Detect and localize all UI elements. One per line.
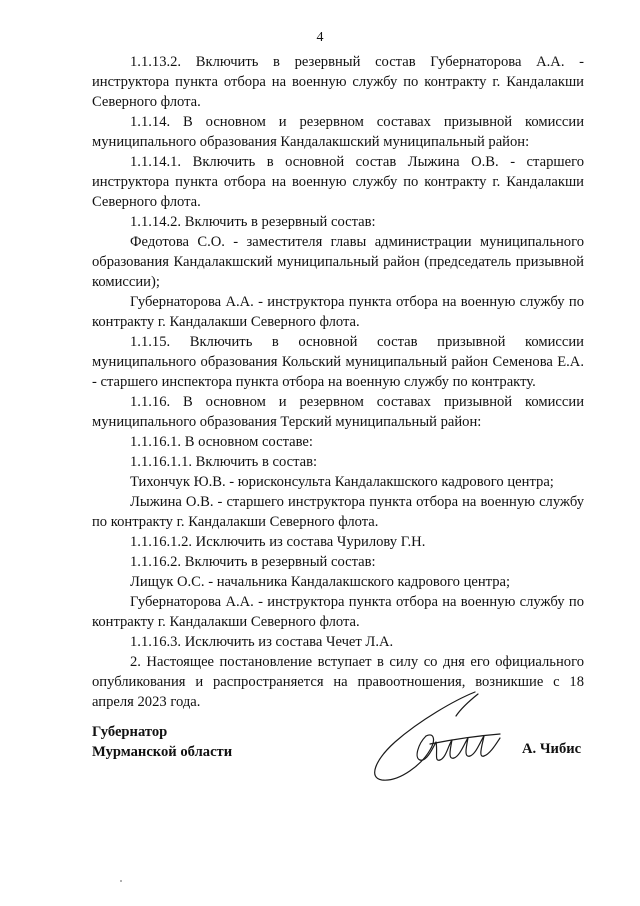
paragraph: 2. Настоящее постановление вступает в силу со дня его официального опубликования и распространяется на правоотношения, возникшие с 18 апреля 2023 года. [92, 654, 584, 710]
paragraph: Лищук О.С. - начальника Кандалакшского кадрового центра; [130, 574, 511, 590]
paragraph: 1.1.16.1. В основном составе: [130, 434, 313, 450]
paragraph: Губернаторова А.А. - инструктора пункта отбора на военную службу по контракту г. Кандалакши Северного флота. [92, 294, 584, 330]
document-body [92, 52, 584, 712]
paragraph: Федотова С.О. - заместителя главы администрации муниципального образования Кандалакшский муниципальный район (председатель призывной комиссии); [92, 234, 584, 290]
paragraph: 1.1.16.1.1. Включить в состав: [130, 454, 318, 470]
paragraph: 1.1.14. В основном и резервном составах призывной комиссии муниципального образования Кандалакшский муниципальный район: [92, 114, 584, 150]
paragraph: 1.1.15. Включить в основной состав призывной комиссии муниципального образования Кольский муниципальный район Семенова Е.А. - старшего инспектора пункта отбора на военную службу по контракту. [92, 334, 584, 390]
paragraph: 1.1.13.2. Включить в резервный состав Губернаторова А.А. - инструктора пункта отбора на военную службу по контракту г. Кандалакши Северного флота. [92, 54, 584, 110]
paragraph: 1.1.16.1.2. Исключить из состава Чурилову Г.Н. [130, 534, 426, 550]
page-number: 4 [316, 30, 324, 45]
handwritten-signature-icon [360, 680, 520, 790]
scan-speck [120, 880, 122, 882]
paragraph: 1.1.14.2. Включить в резервный состав: [130, 214, 376, 230]
paragraph: Лыжина О.В. - старшего инструктора пункта отбора на военную службу по контракту г. Кандалакши Северного флота. [92, 494, 584, 530]
paragraph: Тихончук Ю.В. - юрисконсульта Кандалакшского кадрового центра; [130, 474, 554, 490]
signatory-title-line: Губернатор [92, 724, 168, 740]
paragraph: 1.1.16.3. Исключить из состава Чечет Л.А. [130, 634, 394, 650]
paragraph: 1.1.16. В основном и резервном составах призывной комиссии муниципального образования Терский муниципальный район: [92, 394, 584, 430]
paragraph: 1.1.14.1. Включить в основной состав Лыжина О.В. - старшего инструктора пункта отбора на военную службу по контракту г. Кандалакши Северного флота. [92, 154, 584, 210]
signatory-title [92, 722, 292, 762]
signatory-title-line: Мурманской области [92, 744, 233, 760]
paragraph: Губернаторова А.А. - инструктора пункта отбора на военную службу по контракту г. Кандалакши Северного флота. [92, 594, 584, 630]
signatory-name: А. Чибис [522, 741, 582, 757]
paragraph: 1.1.16.2. Включить в резервный состав: [130, 554, 376, 570]
